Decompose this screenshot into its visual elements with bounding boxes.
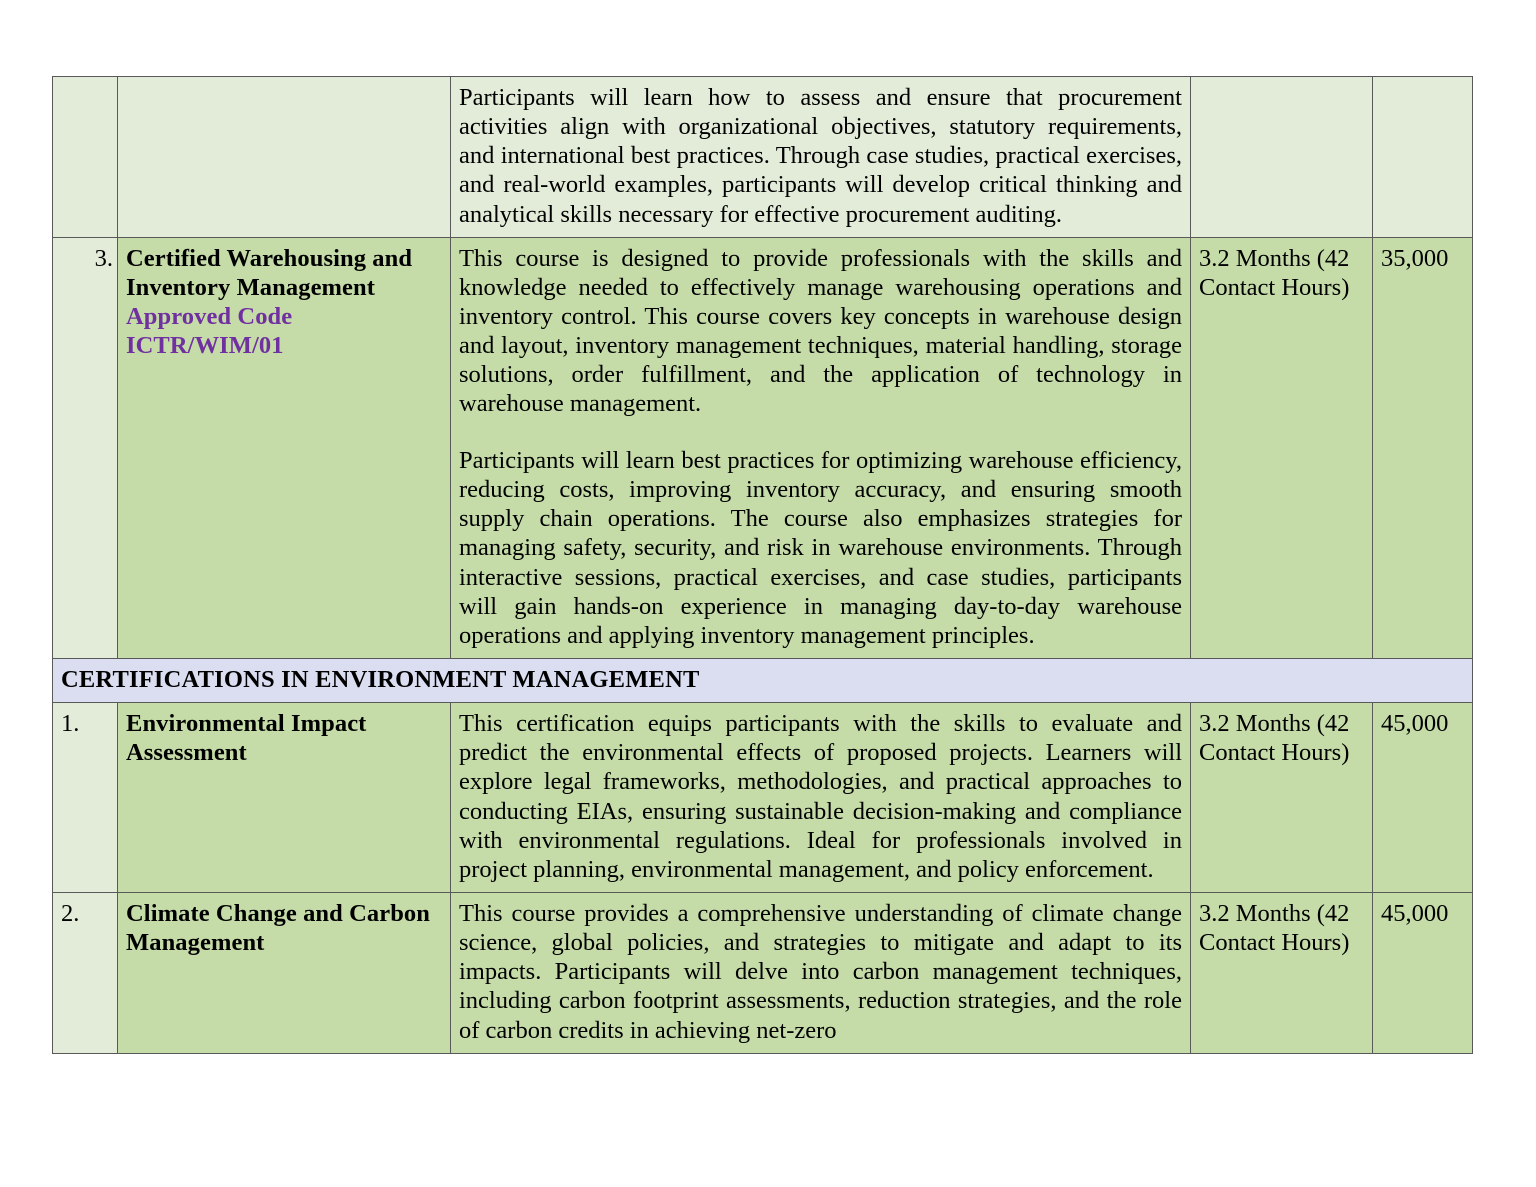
row-duration-cell: 3.2 Months (42 Contact Hours): [1191, 703, 1373, 893]
section-banner-row: [53, 658, 1473, 702]
row-fee-cell: 45,000: [1373, 892, 1473, 1053]
table-row: [53, 892, 1473, 1053]
table-row: [53, 703, 1473, 893]
certifications-table-wrapper: [52, 76, 1472, 1054]
approved-code-label: Approved Code: [126, 302, 293, 330]
row-description-cell: [451, 892, 1191, 1053]
row-description-cell: [451, 237, 1191, 658]
row-title-cell: Climate Change and Carbon Management: [118, 892, 451, 1053]
row-duration-cell: [1191, 77, 1373, 238]
row-title-cell: [118, 77, 451, 238]
row-title-cell: Environmental Impact Assessment: [118, 703, 451, 893]
table-row: [53, 237, 1473, 658]
row-number-cell: 2.: [53, 892, 118, 1053]
description-paragraph: This certification equips participants with the skills to evaluate and predict the environmental effects of proposed projects. Learners will explore legal frameworks, methodologies, and practical approaches to conducting EIAs, ensuring sustainable decision-making and compliance with environmental regulations. Ideal for professionals involved in project planning, environmental management, and policy enforcement.: [459, 710, 1182, 883]
row-number-cell: [53, 77, 118, 238]
course-title: Certified Warehousing and Inventory Management: [126, 244, 413, 301]
row-description-cell: [451, 703, 1191, 893]
certifications-table: [52, 76, 1473, 1054]
row-number-cell: 1.: [53, 703, 118, 893]
row-description-cell: [451, 77, 1191, 238]
description-paragraph: This course is designed to provide professionals with the skills and knowledge needed to effectively manage warehousing operations and inventory control. This course covers key concepts in warehouse design and layout, inventory management techniques, material handling, storage solutions, order fulfillment, and the application of technology in warehouse management.: [459, 244, 1182, 418]
section-banner-title: CERTIFICATIONS IN ENVIRONMENT MANAGEMENT: [53, 658, 1473, 702]
row-number-cell: 3.: [53, 237, 118, 658]
row-fee-cell: 45,000: [1373, 703, 1473, 893]
row-fee-cell: [1373, 77, 1473, 238]
row-fee-cell: 35,000: [1373, 237, 1473, 658]
row-duration-cell: 3.2 Months (42 Contact Hours): [1191, 237, 1373, 658]
description-paragraph: Participants will learn best practices for optimizing warehouse efficiency, reducing costs, improving inventory accuracy, and ensuring smooth supply chain operations. The course also emphasizes strategies for managing safety, security, and risk in warehouse environments. Through interactive sessions, practical exercises, and case studies, participants will gain hands-on experience in managing day-to-day warehouse operations and applying inventory management principles.: [459, 446, 1182, 649]
table-row: [53, 77, 1473, 238]
approved-code-value: ICTR/WIM/01: [126, 332, 284, 360]
row-duration-cell: 3.2 Months (42 Contact Hours): [1191, 892, 1373, 1053]
description-paragraph: Participants will learn how to assess and ensure that procurement activities align with organizational objectives, statutory requirements, and international best practices. Through case studies, practical exercises, and real-world examples, participants will develop critical thinking and analytical skills necessary for effective procurement auditing.: [459, 84, 1182, 228]
description-paragraph: This course provides a comprehensive understanding of climate change science, global policies, and strategies to mitigate and adapt to its impacts. Participants will delve into carbon management techniques, including carbon footprint assessments, reduction strategies, and the role of carbon credits in achieving net-zero: [459, 899, 1182, 1044]
row-title-cell: [118, 237, 451, 658]
